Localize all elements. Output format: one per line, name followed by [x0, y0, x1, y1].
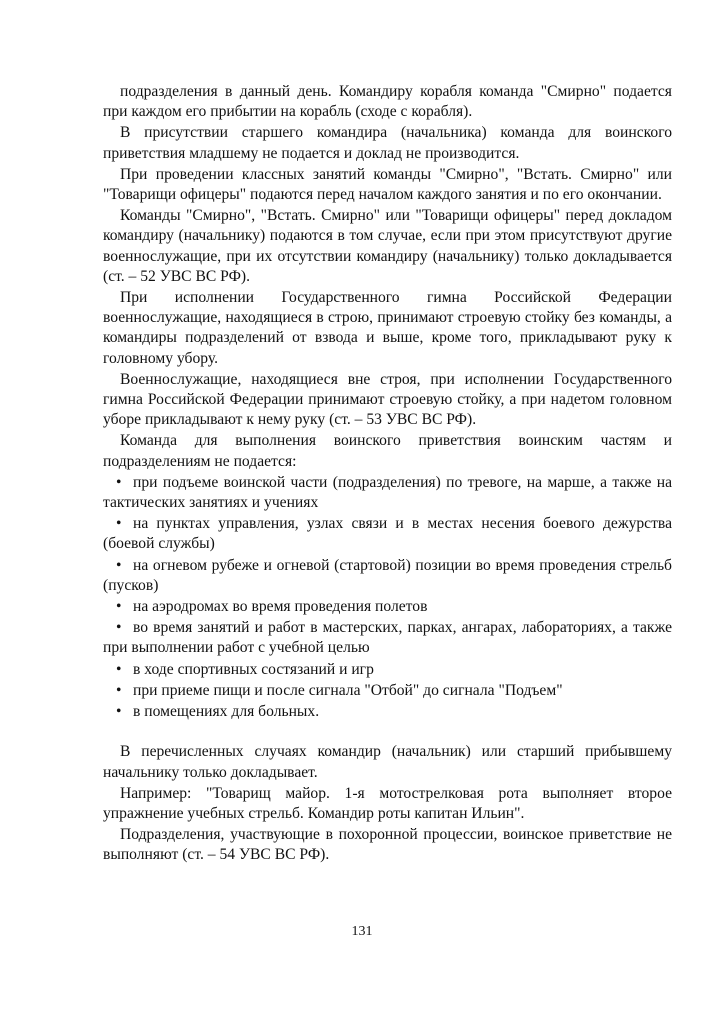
document-page: [103, 82, 672, 867]
bullet-icon: •: [116, 515, 122, 533]
exceptions-list: [103, 473, 672, 722]
bullet-icon: •: [116, 598, 122, 616]
list-item: • во время занятий и работ в мастерских, парках, ангарах, лабораториях, а также при выполнении работ с учебной целью: [103, 619, 672, 657]
paragraph-anthem-out-of-formation: Военнослужащие, находящиеся вне строя, при исполнении Государственного гимна Российской Федерации принимают строевую стойку, а при надетом головном уборе прикладывают к нему руку (ст. – 53 УВС ВС РФ).: [103, 370, 672, 429]
list-item: • в помещениях для больных.: [103, 702, 672, 722]
bullet-icon: •: [116, 619, 122, 637]
bullet-icon: •: [116, 681, 122, 699]
bullet-icon: •: [116, 473, 122, 491]
paragraph-funeral: Подразделения, участвующие в похоронной процессии, воинское приветствие не выполняют (ст. – 54 УВС ВС РФ).: [103, 826, 672, 864]
list-item: • на аэродромах во время проведения полетов: [103, 597, 672, 617]
bullet-icon: •: [116, 556, 122, 574]
paragraph-continuation: подразделения в данный день. Командиру корабля команда "Смирно" подается при каждом его прибытии на корабль (сходе с корабля).: [103, 83, 672, 121]
list-item: • на пунктах управления, узлах связи и в местах несения боевого дежурства (боевой службы): [103, 515, 672, 553]
list-item: • при подъеме воинской части (подразделения) по тревоге, на марше, а также на тактических занятиях и учениях: [103, 473, 672, 512]
paragraph-senior-commander: В присутствии старшего командира (начальника) команда для воинского приветствия младшему не подается и доклад не производится.: [103, 124, 672, 162]
page-number: 131: [351, 924, 373, 939]
paragraph-example: Например: "Товарищ майор. 1-я мотострелковая рота выполняет второе упражнение учебных стрельб. Командир роты капитан Ильин".: [103, 784, 672, 822]
list-item: • в ходе спортивных состязаний и игр: [103, 660, 672, 680]
paragraph-no-command-intro: Команда для выполнения воинского приветствия воинским частям и подразделениям не подается:: [103, 432, 672, 470]
bullet-icon: •: [116, 660, 122, 678]
list-item: • при приеме пищи и после сигнала "Отбой" до сигнала "Подъем": [103, 681, 672, 701]
paragraph-commands-report: Команды "Смирно", "Встать. Смирно" или "Товарищи офицеры" перед докладом командиру (начальнику) подаются в том случае, если при этом присутствуют другие военнослужащие, при их отсутствии командиру (начальнику) только докладывается (ст. – 52 УВС ВС РФ).: [103, 207, 672, 285]
list-item: • на огневом рубеже и огневой (стартовой) позиции во время проведения стрельб (пусков): [103, 556, 672, 594]
paragraph-anthem-in-formation: При исполнении Государственного гимна Российской Федерации военнослужащие, находящиеся в строю, принимают строевую стойку без команды, а командиры подразделений от взвода и выше, кроме того, прикладывают руку к головному убору.: [103, 289, 672, 367]
paragraph-listed-cases: В перечисленных случаях командир (начальник) или старший прибывшему начальнику только докладывает.: [103, 743, 672, 781]
bullet-icon: •: [116, 703, 122, 721]
paragraph-classroom: При проведении классных занятий команды "Смирно", "Встать. Смирно" или "Товарищи офицеры" подаются перед началом каждого занятия и по его окончании.: [103, 165, 672, 204]
